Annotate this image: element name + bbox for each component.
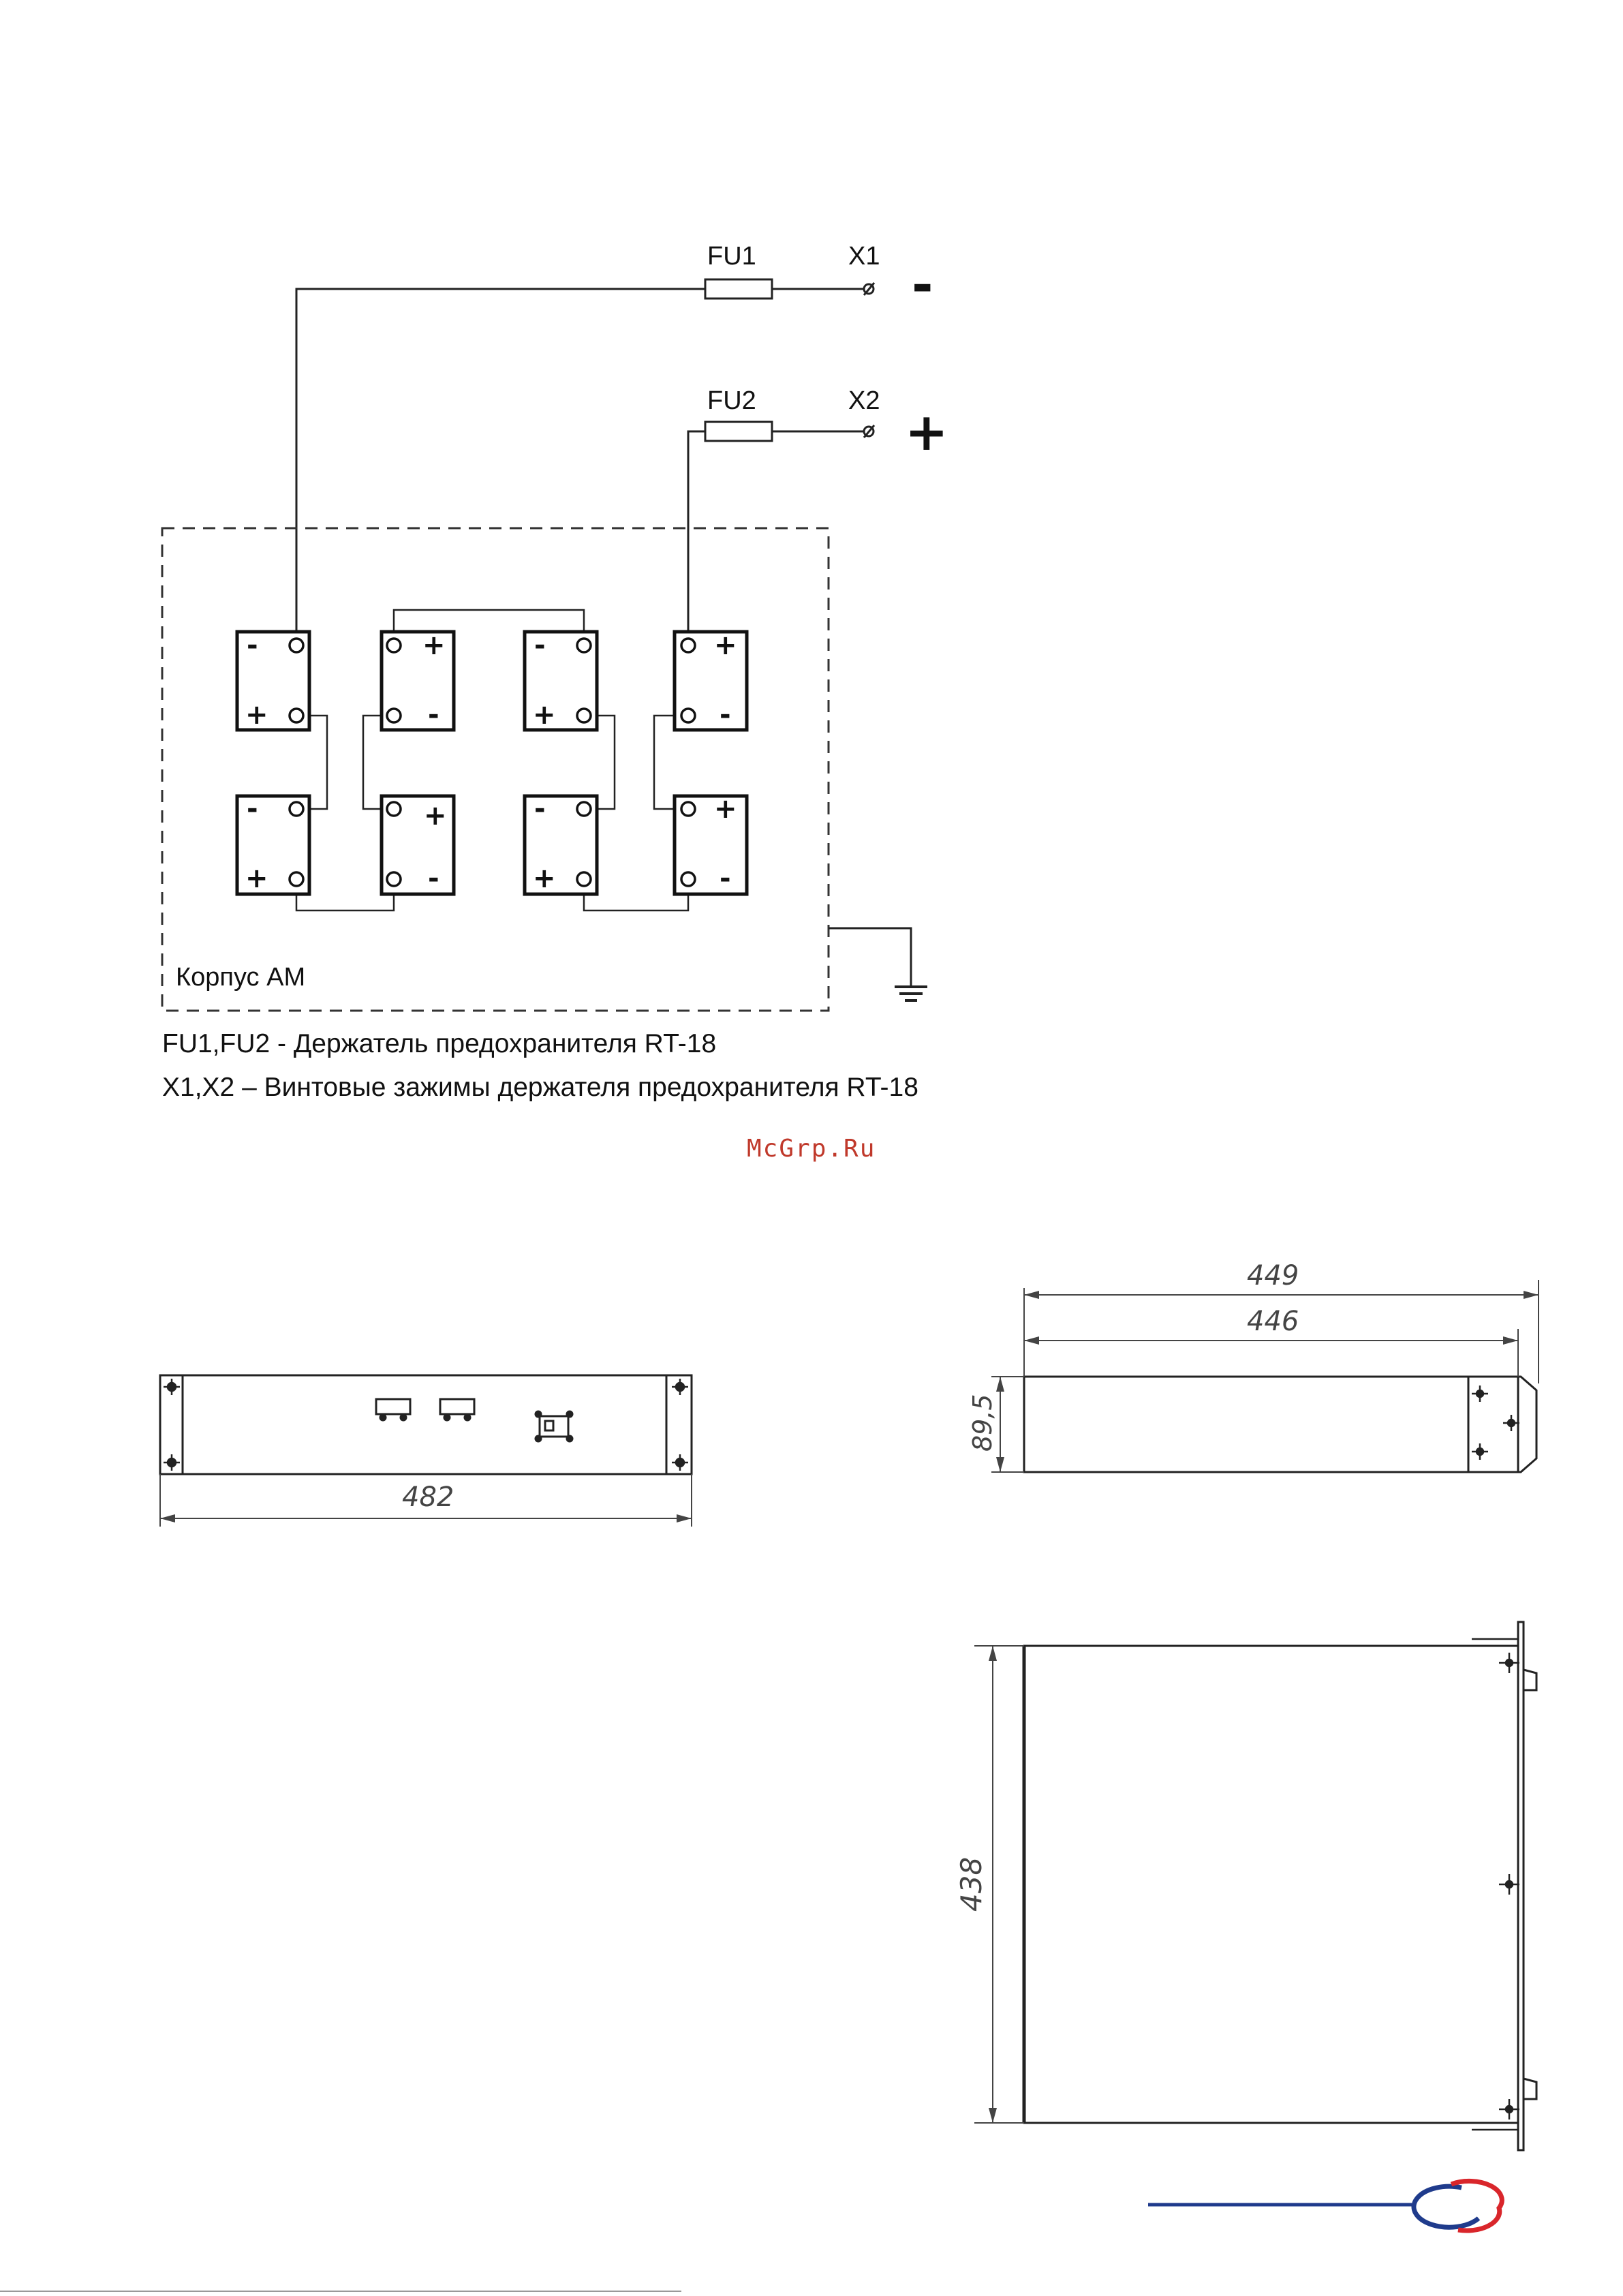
battery-1-minus: - [247,630,258,661]
dim-side-body: 446 [1247,1306,1299,1337]
battery-3-minus: - [534,630,546,661]
battery-4-plus: + [714,630,737,661]
company-logo [1148,2181,1502,2231]
fuse-label-fu1: FU1 [707,242,756,271]
terminal-label-x2: X2 [848,386,880,415]
fuse-fu2-symbol [705,422,772,441]
side-view-drawing [968,1260,1539,1472]
top-view-drawing [955,1622,1536,2150]
battery-6-minus: - [428,863,439,894]
battery-cell-3 [525,630,597,731]
battery-cell-1 [237,630,309,731]
polarity-plus-sign: + [905,401,948,462]
negative-lead-wire [296,289,865,636]
battery-8-minus: - [720,863,731,894]
battery-6-plus: + [424,800,447,831]
dim-side-height: 89,5 [968,1394,998,1452]
positive-lead-wire [688,431,865,636]
fuse-label-fu2: FU2 [707,386,756,415]
wiring-schematic [162,242,948,1011]
ground-wire [829,928,911,987]
battery-2-minus: - [428,699,439,731]
battery-8-plus: + [714,793,737,825]
dim-front-width: 482 [402,1482,454,1513]
fuse-fu1-symbol [705,279,772,299]
watermark-text: McGrp.Ru [747,1135,876,1163]
battery-3-plus: + [533,699,556,731]
battery-cell-7 [525,793,597,894]
housing-label: Корпус АМ [176,963,306,992]
battery-cell-2 [382,630,454,731]
front-fuse-holders [376,1399,474,1420]
battery-7-plus: + [533,863,556,894]
terminal-label-x1: X1 [848,242,880,271]
front-view-drawing [160,1375,692,1527]
housing-outline [162,528,829,1011]
battery-7-minus: - [534,793,546,825]
link-wire-b7-b8 [584,879,688,910]
battery-5-plus: + [245,863,268,894]
dim-side-overall: 449 [1247,1260,1299,1291]
battery-5-minus: - [247,793,258,825]
battery-cell-6 [382,796,454,894]
battery-cell-8 [675,793,747,894]
legend-line-fuse-holder: FU1,FU2 - Держатель предохранителя RT-18 [162,1029,717,1058]
polarity-minus-sign: - [912,254,933,315]
dim-top-depth: 438 [955,1856,988,1912]
front-switch [536,1411,572,1441]
battery-cell-4 [675,630,747,731]
battery-2-plus: + [422,630,446,661]
battery-1-plus: + [245,699,268,731]
battery-cell-5 [237,793,309,894]
legend-line-screw-terminals: X1,X2 – Винтовые зажимы держателя предохранителя RT-18 [162,1073,918,1102]
battery-4-minus: - [720,699,731,731]
